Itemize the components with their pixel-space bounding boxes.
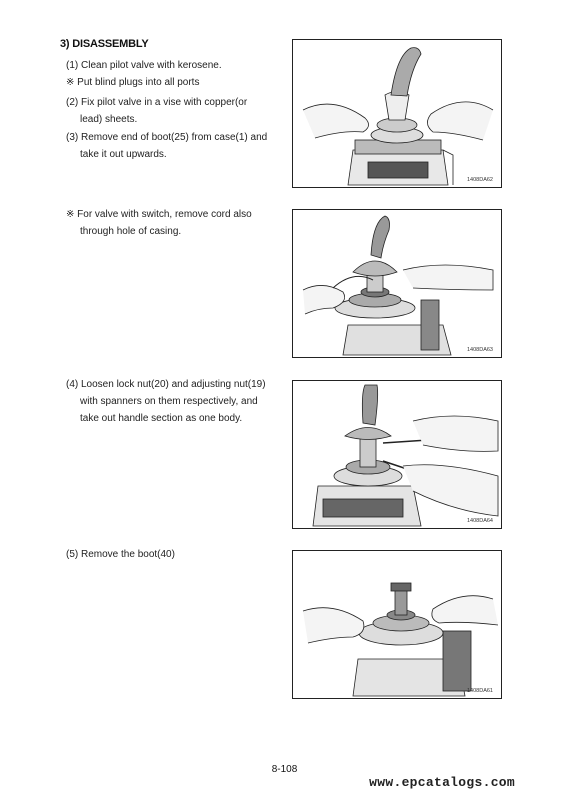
switch-note-line-2: through hole of casing. (80, 226, 182, 237)
figure-nut-loosening (292, 380, 502, 529)
step-3-line-2: take it out upwards. (80, 149, 167, 160)
switch-note-line-1: ※ For valve with switch, remove cord also (66, 209, 252, 220)
step-1-note: ※ Put blind plugs into all ports (66, 77, 200, 88)
page-number: 8-108 (271, 764, 298, 775)
step-4-line-1: (4) Loosen lock nut(20) and adjusting nut(19) (66, 379, 266, 390)
step-3-block (66, 129, 267, 163)
step-3-line-1: (3) Remove end of boot(25) from case(1) and (66, 132, 268, 143)
figure-code: 1408DA61 (467, 688, 493, 694)
step-1-text: (1) Clean pilot valve with kerosene. (66, 60, 222, 71)
figure-code: 1408DA64 (467, 518, 493, 524)
step-4-block (66, 376, 266, 427)
step-5-block (66, 546, 175, 563)
step-4-line-3: take out handle section as one body. (80, 413, 243, 424)
figure-illustration (293, 40, 501, 187)
figure-illustration (293, 210, 501, 357)
figure-boot-40-removal (292, 550, 502, 699)
step-1-block (66, 57, 222, 91)
step-2-line-1: (2) Fix pilot valve in a vise with copper(or (66, 97, 248, 108)
step-5-text: (5) Remove the boot(40) (66, 549, 175, 560)
figure-code: 1408DA63 (467, 347, 493, 353)
step-2-block (66, 94, 247, 128)
switch-note-block (66, 206, 252, 240)
figure-cord-removal (292, 209, 502, 358)
step-4-line-2: with spanners on them respectively, and (80, 396, 258, 407)
figure-boot-removal (292, 39, 502, 188)
figure-illustration (293, 381, 501, 528)
section-heading: 3) DISASSEMBLY (60, 38, 149, 50)
step-2-line-2: lead) sheets. (80, 114, 138, 125)
figure-code: 1408DA62 (467, 177, 493, 183)
figure-illustration (293, 551, 501, 698)
watermark: www.epcatalogs.com (369, 775, 515, 790)
